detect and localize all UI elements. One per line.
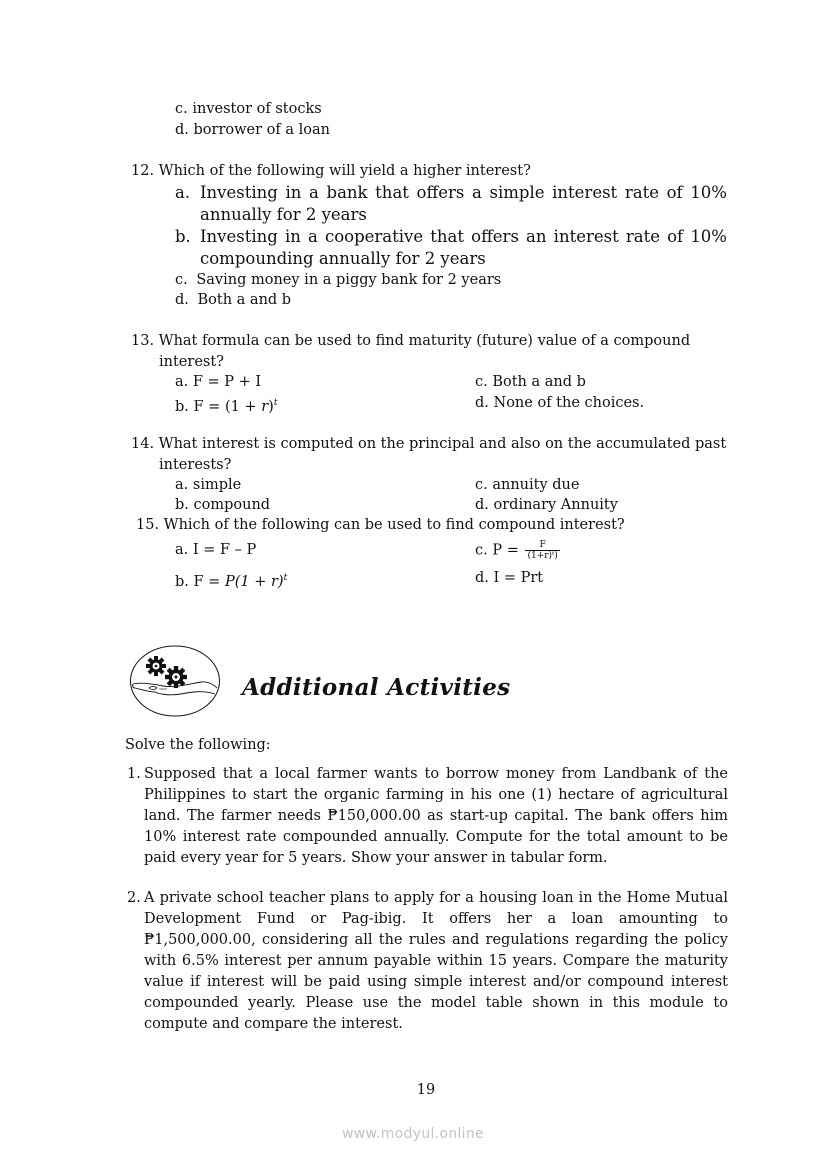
q13-option-c <box>475 372 586 392</box>
q12-option-a-line1: Investing in a bank that offers a simple interest rate of 10% <box>200 183 727 202</box>
formula-paren: ) <box>268 398 274 415</box>
q12-option-b-line1: Investing in a cooperative that offers an interest rate of 10% <box>200 227 727 246</box>
option-text: investor of stocks <box>192 101 322 117</box>
q14-option-b <box>175 495 270 515</box>
question-number: 14. <box>131 436 155 452</box>
q13-option-d <box>475 393 644 413</box>
q12-question <box>131 161 531 181</box>
activity-2-number: 2. <box>127 890 141 906</box>
q15-option-d <box>475 568 543 588</box>
activity-2-text: A private school teacher plans to apply for a housing loan in the Home Mutual Development Fund or Pag-ibig. It offers her a loan amounting to ₱1,500,000.00, considering all the rules and regulations regarding the policy with 6.5% interest per annum payable within 15 years. Compare the maturity value if interest will be paid using simple interest and/or compound interest compounded yearly. Please use the model table shown in this module to compute and compare the interest. <box>144 890 728 1032</box>
fraction-denominator: (1+r)ᵗ) <box>527 551 558 561</box>
section-instruction: Solve the following: <box>125 737 271 753</box>
watermark: www.modyul.online <box>342 1126 484 1142</box>
q12-option-a-line2: annually for 2 years <box>200 205 367 224</box>
q14-option-d <box>475 495 618 515</box>
option-letter: a. <box>175 374 189 390</box>
option-text: ordinary Annuity <box>493 497 618 513</box>
option-text: annuity due <box>492 477 580 493</box>
q14-option-a <box>175 475 241 495</box>
option-letter: a. <box>175 542 189 558</box>
q15-question <box>136 515 625 535</box>
q14-question-line1 <box>131 434 726 454</box>
question-text: What formula can be used to find maturity (future) value of a compound <box>158 333 691 349</box>
q13-question-line2: interest? <box>159 354 224 370</box>
q11-option-c <box>175 99 322 119</box>
option-text: Both a and b <box>197 292 292 308</box>
formula-variable: P(1 + r) <box>224 573 284 590</box>
question-text: What interest is computed on the principal and also on the accumulated past <box>158 436 727 452</box>
option-text: None of the choices. <box>493 395 645 411</box>
option-letter: b. <box>175 497 189 513</box>
q12-option-b-letter <box>175 226 191 248</box>
q12-option-a-letter <box>175 182 190 204</box>
option-text: I = Prt <box>493 570 544 586</box>
question-number: 12. <box>131 163 155 179</box>
option-letter: d. <box>175 292 189 308</box>
gears-on-hand-icon <box>129 644 221 718</box>
q14-option-c <box>475 475 579 495</box>
option-letter: b. <box>175 398 189 415</box>
q14-question-line2: interests? <box>159 457 232 473</box>
option-letter: c. <box>475 542 488 559</box>
q13-option-b <box>175 393 277 417</box>
option-letter: d. <box>475 497 489 513</box>
question-text: Which of the following can be used to find compound interest? <box>163 517 625 533</box>
q12-option-d <box>175 290 291 310</box>
question-text: Which of the following will yield a higher interest? <box>158 163 531 179</box>
activity-1-number: 1. <box>127 766 141 782</box>
option-letter: a. <box>175 183 191 202</box>
option-text: P = <box>492 542 519 559</box>
option-letter: d. <box>475 570 489 586</box>
option-text: compound <box>193 497 271 513</box>
question-number: 15. <box>136 517 160 533</box>
activity-1-text: Supposed that a local farmer wants to borrow money from Landbank of the Philippines to start the organic farming in his one (1) hectare of agricultural land. The farmer needs ₱150,000.00 as start-up capital. The bank offers him 10% interest rate compounded annually. Compute for the total amount to be paid every year for 5 years. Show your answer in tabular form. <box>144 766 728 866</box>
formula-exponent: t <box>283 573 288 583</box>
option-letter: d. <box>175 122 189 138</box>
option-text: Both a and b <box>492 374 586 390</box>
formula-exponent: t <box>273 398 278 408</box>
fraction-numerator: F <box>525 540 559 551</box>
option-text: simple <box>192 477 242 493</box>
q12-option-b-line2: compounding annually for 2 years <box>200 249 486 268</box>
option-letter: c. <box>175 272 188 288</box>
option-text: Saving money in a piggy bank for 2 years <box>196 272 502 288</box>
q12-option-c <box>175 270 501 290</box>
option-letter: a. <box>175 477 189 493</box>
formula-variable: r <box>261 398 269 415</box>
section-title: Additional Activities <box>242 674 511 701</box>
question-number: 13. <box>131 333 155 349</box>
q15-option-b <box>175 568 287 592</box>
option-letter: c. <box>175 101 188 117</box>
option-text: F = (1 + <box>193 398 262 415</box>
option-letter: c. <box>475 477 488 493</box>
option-text: I = F – P <box>192 542 257 558</box>
q13-question-line1 <box>131 331 690 351</box>
q15-option-c <box>475 540 560 561</box>
option-text: F = P + I <box>192 374 262 390</box>
page-number: 19 <box>416 1082 436 1098</box>
q13-option-a <box>175 372 261 392</box>
fraction <box>525 540 559 561</box>
option-letter: b. <box>175 227 191 246</box>
option-letter: b. <box>175 573 189 590</box>
option-letter: c. <box>475 374 488 390</box>
q15-option-a <box>175 540 256 560</box>
option-text: borrower of a loan <box>193 122 330 138</box>
option-letter: d. <box>475 395 489 411</box>
q11-option-d <box>175 120 330 140</box>
option-text: F = <box>193 573 225 590</box>
